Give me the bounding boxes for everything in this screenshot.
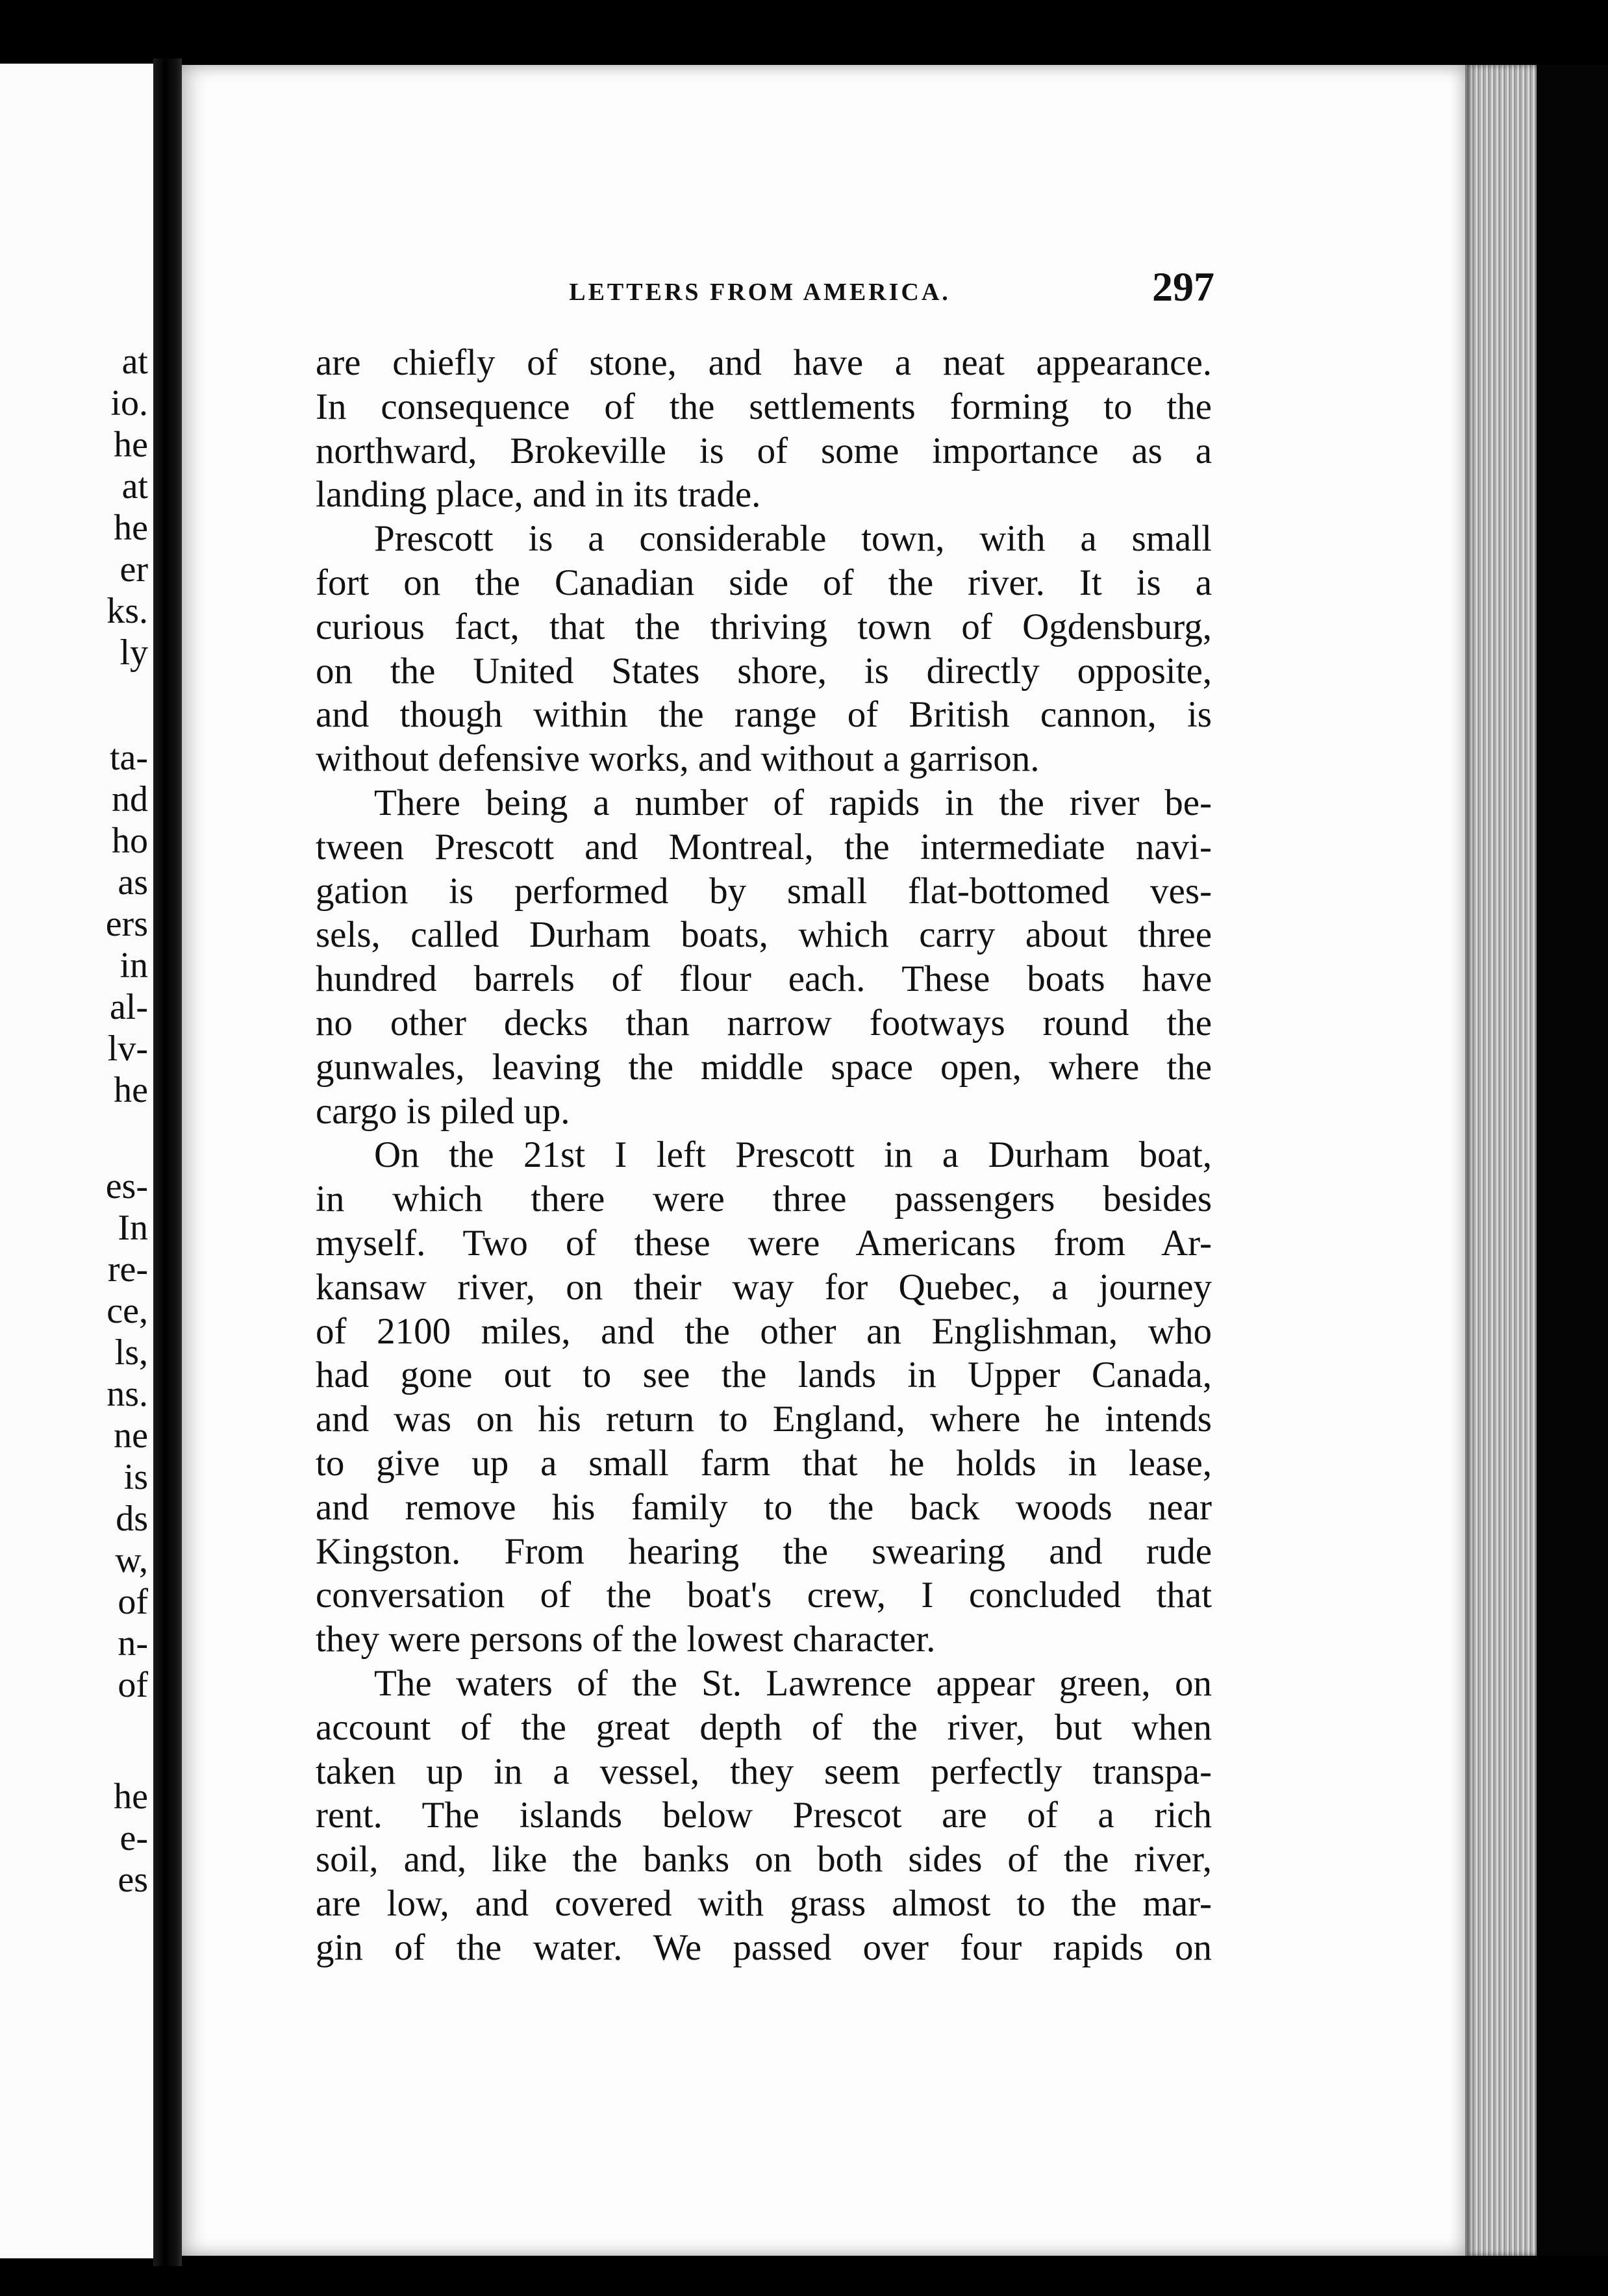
text-line: they were persons of the lowest character. (316, 1619, 936, 1660)
facing-page-word-fragment: he (114, 508, 148, 548)
facing-page-word-fragment: ks. (107, 591, 148, 631)
facing-page-word-fragment: at (121, 342, 148, 382)
facing-page-word-fragment: ls, (114, 1332, 148, 1373)
text-line: Kingston. From hearing the swearing and rude (316, 1530, 1212, 1572)
facing-page-word-fragment: es- (105, 1166, 148, 1206)
text-line: and was on his return to England, where he intends (316, 1399, 1212, 1440)
facing-page-word-fragment: he (114, 1070, 148, 1110)
text-line: Prescott is a considerable town, with a small (374, 518, 1212, 560)
text-line: had gone out to see the lands in Upper Canada, (316, 1354, 1212, 1396)
body-text (316, 341, 1212, 1969)
text-line: to give up a small farm that he holds in lease, (316, 1442, 1212, 1484)
text-line: soil, and, like the banks on both sides of the river, (316, 1839, 1212, 1880)
page-number: 297 (1152, 264, 1214, 310)
text-line: taken up in a vessel, they seem perfectly transpa- (316, 1751, 1212, 1792)
text-line: tween Prescott and Montreal, the intermediate navi- (316, 826, 1212, 867)
text-line: curious fact, that the thriving town of Ogdensburg, (316, 606, 1212, 647)
text-line: sels, called Durham boats, which carry about three (316, 914, 1212, 956)
facing-page-word-fragment: In (118, 1208, 148, 1248)
text-line: account of the great depth of the river, but when (316, 1706, 1212, 1748)
text-line: landing place, and in its trade. (316, 474, 761, 516)
facing-page-word-fragment: of (118, 1582, 148, 1622)
facing-page-word-fragment: es (118, 1860, 148, 1900)
text-line: on the United States shore, is directly opposite, (316, 650, 1212, 692)
text-line: In consequence of the settlements forming to the (316, 386, 1212, 427)
text-line: myself. Two of these were Americans from Ar- (316, 1222, 1212, 1264)
facing-page-word-fragment: ce, (107, 1291, 148, 1331)
text-line: of 2100 miles, and the other an Englishman, who (316, 1310, 1212, 1352)
page-edges (1465, 65, 1537, 2256)
facing-page-word-fragment: re- (107, 1249, 148, 1290)
facing-page-word-fragment: he (114, 425, 148, 465)
facing-page-word-fragment: io. (110, 383, 148, 423)
facing-page-word-fragment: ne (114, 1416, 148, 1456)
scan-margin (1537, 65, 1608, 2256)
text-line: cargo is piled up. (316, 1090, 570, 1132)
facing-page-word-fragment: as (118, 862, 148, 903)
text-line: northward, Brokeville is of some importance as a (316, 430, 1212, 471)
facing-page-word-fragment: in (119, 945, 148, 986)
text-line: kansaw river, on their way for Quebec, a journey (316, 1266, 1212, 1308)
text-line: gunwales, leaving the middle space open, where the (316, 1046, 1212, 1088)
text-line: in which there were three passengers besides (316, 1179, 1212, 1220)
facing-page-word-fragment: ns. (107, 1374, 148, 1414)
facing-page-word-fragment: er (119, 549, 148, 590)
text-line: rent. The islands below Prescot are of a rich (316, 1795, 1212, 1836)
facing-page-word-fragment: n- (118, 1623, 148, 1664)
text-line: are chiefly of stone, and have a neat appearance. (316, 342, 1212, 383)
text-line: On the 21st I left Prescott in a Durham boat, (374, 1134, 1212, 1176)
facing-page-word-fragment: ta- (109, 738, 148, 778)
facing-page-word-fragment: of (118, 1665, 148, 1705)
facing-page-word-fragment: lv- (107, 1029, 148, 1069)
text-line: hundred barrels of flour each. These boats have (316, 958, 1212, 1000)
facing-page-fragment (0, 64, 156, 2258)
facing-page-word-fragment: at (121, 466, 148, 506)
text-line: gin of the water. We passed over four rapids on (316, 1927, 1212, 1968)
text-line: conversation of the boat's crew, I concluded that (316, 1575, 1212, 1616)
facing-page-word-fragment: ho (112, 821, 148, 861)
facing-page-word-fragment: al- (109, 987, 148, 1027)
text-line: The waters of the St. Lawrence appear green, on (374, 1662, 1212, 1704)
facing-page-word-fragment: e- (119, 1818, 148, 1858)
text-line: gation is performed by small flat-bottomed ves- (316, 870, 1212, 912)
book-gutter (153, 58, 182, 2266)
text-line: There being a number of rapids in the river be- (374, 782, 1212, 823)
text-line: are low, and covered with grass almost to the mar- (316, 1882, 1212, 1924)
text-line: and though within the range of British cannon, is (316, 694, 1212, 736)
facing-page-word-fragment: ers (105, 904, 148, 944)
running-head: LETTERS FROM AMERICA. (569, 279, 951, 306)
facing-page-word-fragment: nd (112, 779, 148, 819)
facing-page-word-fragment: is (123, 1457, 148, 1497)
facing-page-word-fragment: w, (115, 1540, 148, 1580)
text-line: no other decks than narrow footways round the (316, 1002, 1212, 1043)
text-line: fort on the Canadian side of the river. It is a (316, 562, 1212, 603)
text-line: and remove his family to the back woods near (316, 1486, 1212, 1528)
facing-page-word-fragment: he (114, 1777, 148, 1817)
facing-page-word-fragment: ds (116, 1499, 148, 1539)
text-line: without defensive works, and without a garrison. (316, 738, 1040, 780)
facing-page-word-fragment: ly (119, 632, 148, 673)
